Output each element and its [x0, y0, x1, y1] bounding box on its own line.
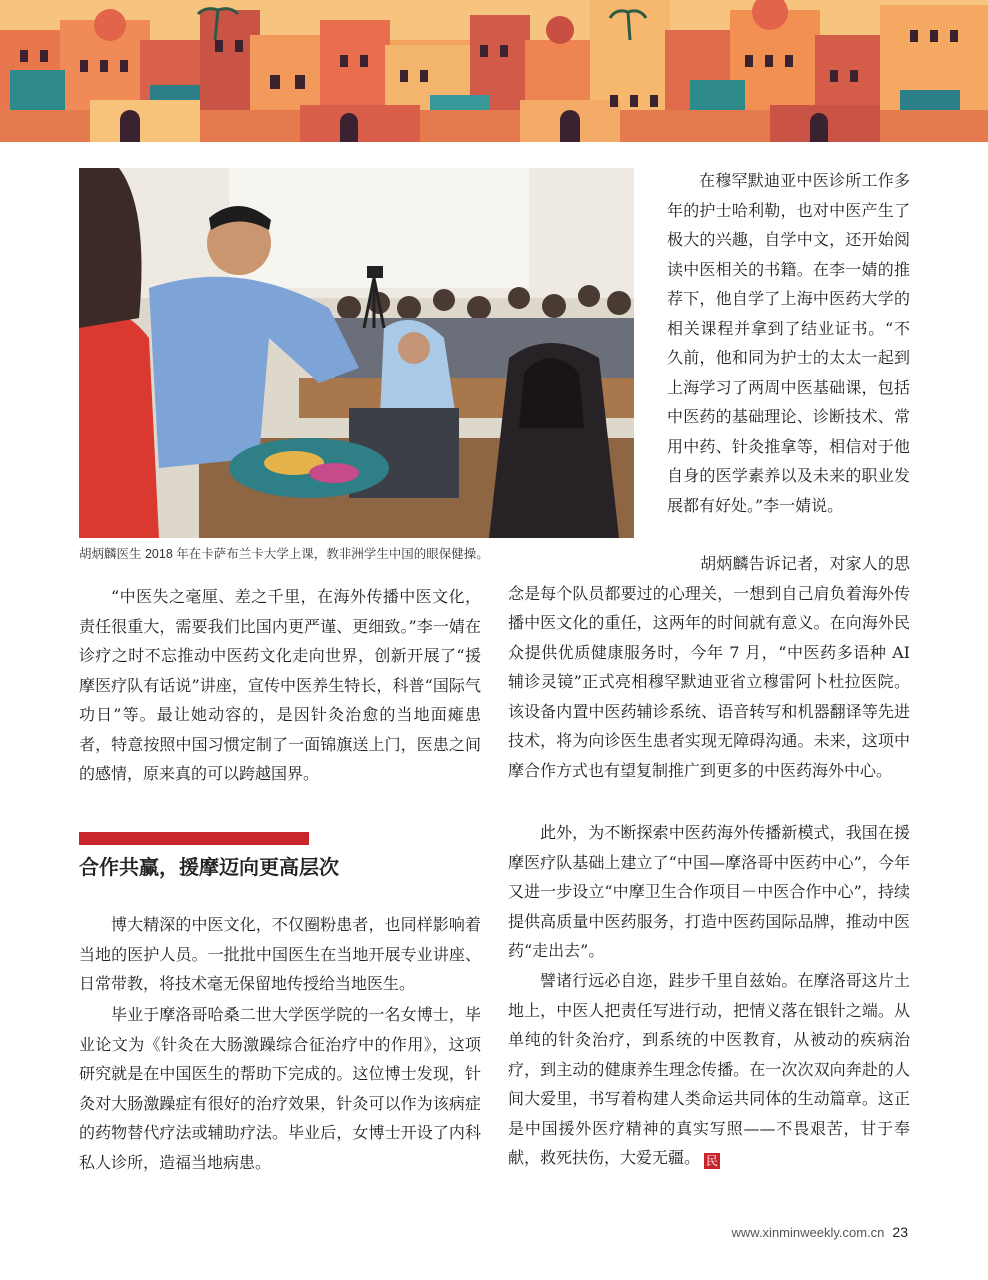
- photo-caption: 胡炳麟医生 2018 年在卡萨布兰卡大学上课，教非洲学生中国的眼保健操。: [79, 547, 489, 561]
- section-title: 合作共赢，援摩迈向更高层次: [79, 855, 339, 879]
- left-paragraph-2: 博大精深的中医文化，不仅圈粉患者，也同样影响着当地的医护人员。一批批中国医生在当地开展专业讲座、日常带教，将技术毫无保留地传授给当地医生。: [79, 915, 481, 993]
- right-paragraph-4: 譬诸行远必自迩，跬步千里自兹始。在摩洛哥这片土地上，中医人把责任写进行动，把情义落在银针之端。从单纯的针灸治疗，到系统的中医教育，从被动的疾病治疗，到主动的健康养生理念传播。在一次次双向奔赴的人间大爱里，书写着构建人类命运共同体的生动篇章。这正是中国援外医疗精神的真实写照——不畏艰苦，甘于奉献，救死扶伤，大爱无疆。 民: [508, 971, 910, 1168]
- page-number: 23: [892, 1224, 908, 1240]
- right-paragraph-2: 胡炳麟告诉记者，对家人的思念是每个队员都要过的心理关，一想到自己肩负着海外传播中医文化的重任，这两年的时间就有意义。在向海外民众提供优质健康服务时，今年 7 月，“中医药多语种 AI 辅诊灵镜”正式亮相穆罕默迪亚省立穆雷阿卜杜拉医院。该设备内置中医药辅诊系统、语音转写和机器翻译等先进技术，将为向诊医生患者实现无障碍沟通。未来，这项中摩合作方式也有望复制推广到更多的中医药海外中心。: [508, 554, 910, 780]
- section-divider-bar: [79, 832, 309, 845]
- page-footer: [732, 1224, 909, 1240]
- header-illustration: [0, 0, 988, 142]
- right-paragraph-3: 此外，为不断探索中医药海外传播新模式，我国在援摩医疗队基础上建立了“中国—摩洛哥中医药中心”，今年又进一步设立“中摩卫生合作项目－中医合作中心”，持续提供高质量中医药服务，打造中医药国际品牌，推动中医药“走出去”。: [508, 823, 910, 960]
- footer-url[interactable]: www.xinminweekly.com.cn: [731, 1225, 885, 1240]
- left-paragraph-3: 毕业于摩洛哥哈桑二世大学医学院的一名女博士，毕业论文为《针灸在大肠激躁综合征治疗中的作用》，这项研究就是在中国医生的帮助下完成的。这位博士发现，针灸对大肠激躁症有很好的治疗效果，针灸可以作为该病症的药物替代疗法或辅助疗法。毕业后，女博士开设了内科私人诊所，造福当地病患。: [79, 1005, 481, 1172]
- left-paragraph-1: “中医失之毫厘、差之千里，在海外传播中医文化，责任很重大，需要我们比国内更严谨、更细致。”李一婧在诊疗之时不忘推动中医药文化走向世界，创新开展了“援摩医疗队有话说”讲座，宣传中医养生特长，科普“国际气功日”等。最让她动容的，是因针灸治愈的当地面瘫患者，特意按照中国习惯定制了一面锦旗送上门，医患之间的感情，原来真的可以跨越国界。: [79, 587, 481, 783]
- right-paragraph-1: 在穆罕默迪亚中医诊所工作多年的护士哈利勒，也对中医产生了极大的兴趣，自学中文，还开始阅读中医相关的书籍。在李一婧的推荐下，他自学了上海中医药大学的相关课程并拿到了结业证书。“不久前，他和同为护士的太太一起到上海学习了两周中医基础课，包括中医药的基础理论、诊断技术、常用中药、针灸推拿等，相信对于他自身的医学素养以及未来的职业发展都有好处。”李一婧说。: [667, 171, 910, 515]
- end-mark-icon: 民: [706, 1154, 719, 1168]
- classroom-photo: [79, 168, 634, 538]
